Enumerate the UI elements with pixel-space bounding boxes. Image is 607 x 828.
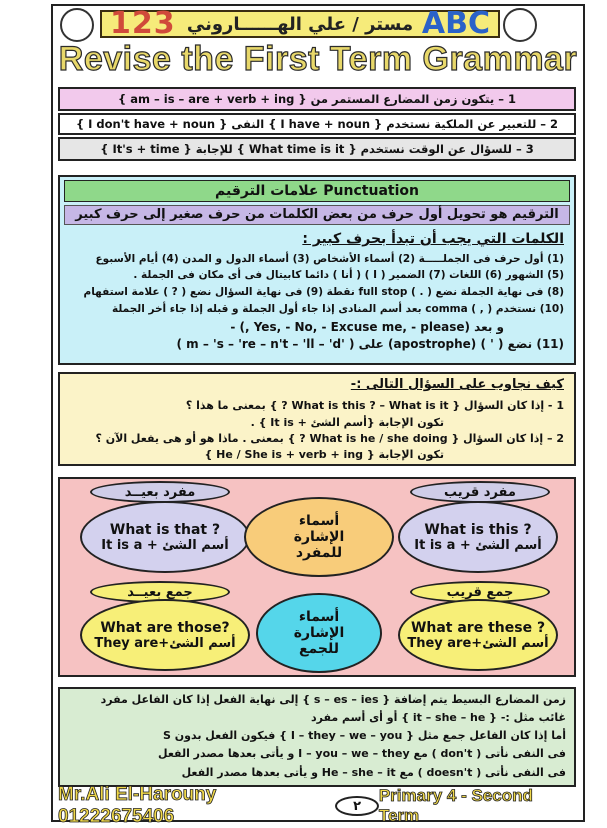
present-simple-section xyxy=(58,687,576,787)
present-simple-line: زمن المضارع البسيط يتم إضافة { s – es – ies } إلى نهاية الفعل إذا كان الفاعل مفرد xyxy=(100,693,566,706)
numbers-logo: 123 xyxy=(110,6,176,41)
page-number: ٢ xyxy=(335,796,379,816)
punctuation-line: (11) نضع ( ' ) (apostrophe) على ( 'm – 's – 're – n't – 'll – 'd ) xyxy=(176,337,564,351)
footer-term: Primary 4 - Second Term xyxy=(378,786,533,825)
punctuation-title: علامات الترقيم Punctuation xyxy=(64,180,570,202)
these-bubble xyxy=(398,599,558,671)
punctuation-section xyxy=(58,175,576,365)
those-question: What are those? xyxy=(100,619,230,636)
answering-line: 1 - إذا كان السؤال { What is this ? – What is it ? } بمعنى ما هذا ؟ xyxy=(185,399,564,412)
student-face-icon xyxy=(60,8,94,42)
those-bubble xyxy=(80,599,250,671)
punctuation-line: (10) نستخدم ( , ) comma بعد أسم المنادى إذا جاء أول الجملة و قبله إذا جاء أخر الجملة xyxy=(112,303,564,315)
singular-far-label: مفرد بعيــد xyxy=(90,481,230,503)
answering-line: تكون الإجابة {أسم الشئ + It is } . xyxy=(250,416,444,429)
punctuation-line: و بعد (Yes, - No, - Excuse me, - please ,) - xyxy=(230,320,504,334)
this-bubble xyxy=(398,501,558,573)
answering-line: 2 – إذا كان السؤال { What is he / she doing ? } بمعنى . ماذا هو أو هى يفعل الآن ؟ xyxy=(95,432,564,445)
plural-center-text: أسماء الإشارة للجمع xyxy=(293,609,345,657)
answering-line: تكون الإجابة { He / She is + verb + ing } xyxy=(204,448,444,461)
these-question: What are these ? xyxy=(410,619,546,636)
footer-author-phone: Mr.Ali El-Harouny 01222675406 xyxy=(58,784,217,827)
abc-logo: ABC xyxy=(421,6,490,41)
singular-center-text: أسماء الإشارة للمفرد xyxy=(293,513,345,561)
punctuation-line: (8) فى نهاية الجملة نضع ( . ) full stop نقطة (9) فى نهاية السؤال نضع ( ? ) علامة استفهام xyxy=(83,286,564,298)
punctuation-line: (1) أول حرف فى الجملـــــة (2) أسماء الأشخاص (3) أسماء الدول و المدن (4) أيام الأسبوع xyxy=(95,253,564,265)
that-answer: It is a + أسم الشئ xyxy=(101,537,229,553)
punctuation-definition: الترقيم هو تحويل أول حرف من بعض الكلمات من حرف صغير إلى حرف كبير xyxy=(64,205,570,225)
singular-near-label: مفرد قريب xyxy=(410,481,550,503)
present-simple-line: فى النفى نأتى ( don't ) مع I – you – we – they و يأتى بعدها مصدر الفعل xyxy=(158,747,566,760)
author-name: مستر / علي الهــــــاروني xyxy=(186,13,414,35)
plural-center xyxy=(256,593,382,673)
footer xyxy=(58,784,576,827)
rule-time: 3 – للسؤال عن الوقت نستخدم { What time is it } للإجابة { It's + time } xyxy=(58,137,576,161)
present-simple-line: أما إذا كان الفاعل جمع مثل { I – they – we – you } فيكون الفعل بدون S xyxy=(162,729,566,742)
answering-section xyxy=(58,372,576,466)
present-simple-line: فى النفى نأتى ( doesn't ) مع He – she – it و يأتى بعدها مصدر الفعل xyxy=(181,766,566,779)
those-answer: They are+أسم الشئ xyxy=(94,635,236,651)
header-banner xyxy=(100,6,500,41)
this-question: What is this ? xyxy=(424,521,532,538)
these-answer: They are+أسم الشئ xyxy=(407,635,549,651)
punctuation-line: (5) الشهور (6) اللغات (7) الضمير ( I ) ( أنا ) دائما كابيتال فى أى مكان فى الجملة . xyxy=(133,269,564,281)
rule-have: 2 – للتعبير عن الملكية نستخدم { I have + noun } النفى { I don't have + noun } xyxy=(58,113,576,135)
this-answer: It is a + أسم الشئ xyxy=(414,537,542,553)
demonstratives-section xyxy=(58,477,576,677)
plural-far-label: جمع بعيــد xyxy=(90,581,230,603)
plural-near-label: جمع قريب xyxy=(410,581,550,603)
answering-heading: كيف نجاوب على السؤال التالى :- xyxy=(350,377,564,392)
present-simple-line: غائب مثل :- { it – she – he } أو أى أسم مفرد xyxy=(310,711,566,724)
singular-center xyxy=(244,497,394,577)
rule-present-continuous: 1 – يتكون زمن المضارع المستمر من { am – is – are + verb + ing } xyxy=(58,87,576,111)
that-bubble xyxy=(80,501,250,573)
page-title: Revise the First Term Grammar xyxy=(58,40,578,78)
that-question: What is that ? xyxy=(109,521,221,538)
student-face-icon xyxy=(503,8,537,42)
capital-subheading: الكلمات التي يجب أن تبدأ بحرف كبير : xyxy=(302,231,564,247)
